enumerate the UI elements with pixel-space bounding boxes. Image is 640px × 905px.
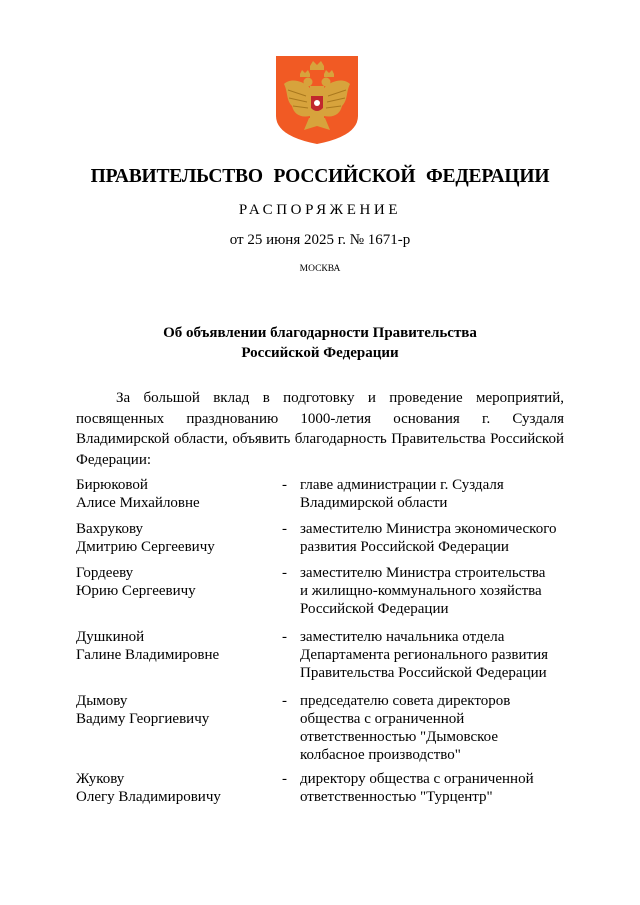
subject-line: Об объявлении благодарности Правительства: [163, 325, 477, 341]
coat-of-arms-icon: [276, 56, 358, 144]
recipient-position: [300, 770, 570, 806]
recipient-given-names: Дмитрию Сергеевичу: [76, 539, 215, 555]
recipient-name: [76, 564, 282, 618]
subject-line: Российской Федерации: [241, 345, 399, 361]
position-line: Российской Федерации: [300, 601, 449, 617]
recipient-name: [76, 476, 282, 512]
recipient-given-names: Вадиму Георгиевичу: [76, 711, 210, 727]
position-line: заместителю Министра строительства: [300, 565, 546, 581]
position-line: общества с ограниченной: [300, 711, 465, 727]
position-line: председателю совета директоров: [300, 693, 511, 709]
recipients-list: [76, 476, 576, 806]
recipient-row: [76, 770, 576, 806]
position-line: главе администрации г. Суздаля: [300, 477, 504, 493]
position-line: колбасное производство": [300, 747, 461, 763]
recipient-row: [76, 692, 576, 764]
list-dash: -: [282, 771, 287, 787]
list-dash: -: [282, 477, 287, 493]
position-line: и жилищно-коммунального хозяйства: [300, 583, 542, 599]
position-line: ответственностью "Дымовское: [300, 729, 498, 745]
recipient-position: [300, 476, 570, 512]
recipient-surname: Душкиной: [76, 629, 145, 645]
document-date-number: от 25 июня 2025 г. № 1671-р: [229, 232, 411, 248]
position-line: развития Российской Федерации: [300, 539, 509, 555]
document-city: МОСКВА: [299, 264, 341, 274]
recipient-surname: Дымову: [76, 693, 128, 709]
recipient-row: [76, 628, 576, 682]
recipient-name: [76, 770, 282, 806]
recipient-given-names: Юрию Сергеевичу: [76, 583, 196, 599]
government-title: ПРАВИТЕЛЬСТВО РОССИЙСКОЙ ФЕДЕРАЦИИ: [90, 166, 550, 187]
recipient-given-names: Олегу Владимировичу: [76, 789, 221, 805]
recipient-row: [76, 476, 576, 512]
recipient-position: [300, 564, 570, 618]
recipient-given-names: Алисе Михайловне: [76, 495, 200, 511]
recipient-surname: Бирюковой: [76, 477, 148, 493]
document-subject: [0, 323, 640, 363]
list-dash: -: [282, 565, 287, 581]
recipient-row: [76, 520, 576, 556]
recipient-position: [300, 692, 570, 764]
position-line: Владимирской области: [300, 495, 448, 511]
position-line: Департамента регионального развития: [300, 647, 548, 663]
recipient-name: [76, 692, 282, 764]
recipient-given-names: Галине Владимировне: [76, 647, 220, 663]
document-type: РАСПОРЯЖЕНИЕ: [238, 202, 402, 218]
position-line: ответственностью "Турцентр": [300, 789, 493, 805]
position-line: заместителю начальника отдела: [300, 629, 505, 645]
list-dash: -: [282, 629, 287, 645]
list-dash: -: [282, 693, 287, 709]
position-line: Правительства Российской Федерации: [300, 665, 547, 681]
recipient-name: [76, 628, 282, 682]
recipient-name: [76, 520, 282, 556]
recipient-surname: Жукову: [76, 771, 125, 787]
body-paragraph: За большой вклад в подготовку и проведение мероприятий, посвященных празднованию 1000-летия основания г. Суздаля Владимирской области, объявить благодарность Правительства Российской Федерации:: [76, 390, 564, 468]
position-line: заместителю Министра экономического: [300, 521, 557, 537]
recipient-row: [76, 564, 576, 618]
recipient-surname: Вахрукову: [76, 521, 144, 537]
list-dash: -: [282, 521, 287, 537]
recipient-surname: Гордееву: [76, 565, 134, 581]
recipient-position: [300, 628, 570, 682]
position-line: директору общества с ограниченной: [300, 771, 534, 787]
recipient-position: [300, 520, 570, 556]
